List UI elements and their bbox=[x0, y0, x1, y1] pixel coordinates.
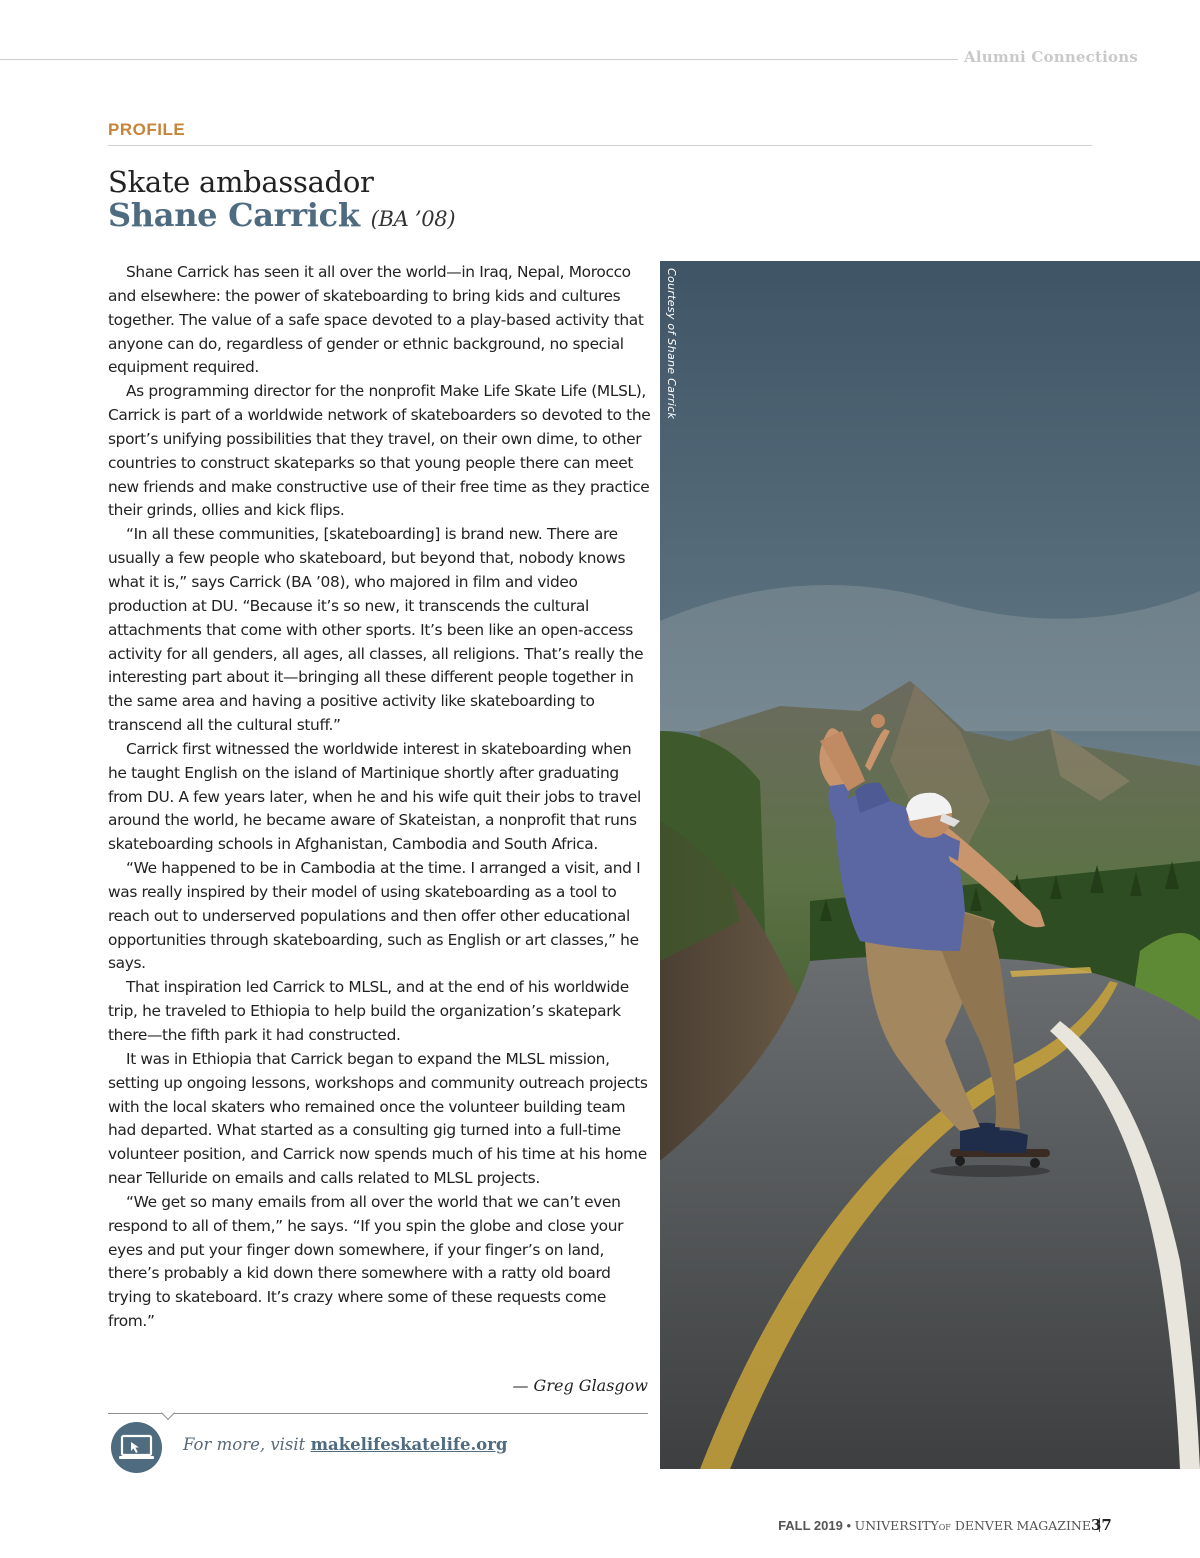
website-link[interactable]: makelifeskatelife.org bbox=[310, 1435, 508, 1454]
article-byline: — Greg Glasgow bbox=[512, 1376, 648, 1395]
publication-name: UNIVERSITYOF DENVER MAGAZINE bbox=[854, 1518, 1091, 1533]
skateboarder-photo bbox=[660, 261, 1200, 1469]
article-subhead bbox=[108, 196, 455, 234]
body-paragraph: Carrick first witnessed the worldwide interest in skateboarding when he taught English on the island of Martinique shortly after graduating from DU. A few years later, when he and his wife quit their jobs to travel around the world, he became aware of Skateistan, a nonprofit that runs skateboarding schools in Afghanistan, Cambodia and South Africa. bbox=[108, 739, 641, 854]
kicker-rule bbox=[108, 145, 1092, 146]
body-paragraph: “We happened to be in Cambodia at the time. I arranged a visit, and I was really inspired by their model of using skateboarding as a tool to reach out to underserved populations and then offer other educational opportunities through skateboarding, such as English or art classes,” he says. bbox=[108, 859, 641, 973]
page-footer bbox=[778, 1518, 1108, 1533]
article-body bbox=[108, 261, 651, 1334]
body-paragraph: Shane Carrick has seen it all over the world—in Iraq, Nepal, Morocco and elsewhere: the power of skateboarding to bring kids and cultures together. The value of a safe space devoted to a play-based activity that anyone can do, regardless of gender or ethnic background, no special equipment required. bbox=[108, 263, 644, 377]
photo-credit: Courtesy of Shane Carrick bbox=[665, 268, 678, 420]
header-rule bbox=[0, 59, 958, 60]
body-paragraph: “We get so many emails from all over the world that we can’t even respond to all of them,” he says. “If you spin the globe and close your eyes and put your finger down somewhere, if your finger’s on land, there’s probably a kid down there somewhere with a ratty old board trying to skateboard. It’s crazy where some of these requests come from.” bbox=[108, 1192, 624, 1331]
body-paragraph: “In all these communities, [skateboarding] is brand new. There are usually a few people who skateboard, but beyond that, nobody knows what it is,” says Carrick (BA ’08), who majored in film and video production at DU. “Because it’s so new, it transcends the cultural attachments that come with other sports. It’s been like an open-access activity for all genders, all ages, all classes, all religions. That’s really the interesting part about it—bringing all these different people together in the same area and having a positive activity like skateboarding to transcend all the cultural stuff.” bbox=[108, 525, 644, 735]
callout-rule bbox=[108, 1413, 648, 1414]
body-paragraph: That inspiration led Carrick to MLSL, and at the end of his worldwide trip, he traveled to Ethiopia to help build the organization’s skatepark there—the fifth park it had constructed. bbox=[108, 978, 629, 1044]
section-name: Alumni Connections bbox=[964, 48, 1138, 66]
body-paragraph: It was in Ethiopia that Carrick began to expand the MLSL mission, setting up ongoing lessons, workshops and community outreach projects with the local skaters who remained once the volunteer building team had departed. What started as a consulting gig turned into a full-time volunteer position, and Carrick now spends much of his time at his home near Telluride on emails and calls related to MLSL projects. bbox=[108, 1049, 648, 1188]
callout-text bbox=[183, 1435, 507, 1454]
callout-notch bbox=[161, 1406, 175, 1420]
profile-degree: (BA ’08) bbox=[370, 207, 456, 231]
callout-lead: For more, visit bbox=[183, 1435, 306, 1454]
profile-name: Shane Carrick bbox=[108, 196, 360, 234]
page-number: 37 bbox=[1091, 1516, 1112, 1534]
computer-monitor-icon bbox=[111, 1422, 162, 1473]
article-kicker: PROFILE bbox=[108, 120, 186, 139]
footer-separator: • bbox=[846, 1518, 852, 1533]
issue-season: FALL 2019 bbox=[778, 1518, 843, 1533]
article-headline: Skate ambassador bbox=[108, 165, 374, 199]
body-paragraph: As programming director for the nonprofit Make Life Skate Life (MLSL), Carrick is part of a worldwide network of skateboarders so devoted to the sport’s unifying possibilities that they travel, on their own dime, to other countries to construct skateparks so that young people there can meet new friends and make constructive use of their free time as they practice their grinds, ollies and kick flips. bbox=[108, 382, 651, 520]
